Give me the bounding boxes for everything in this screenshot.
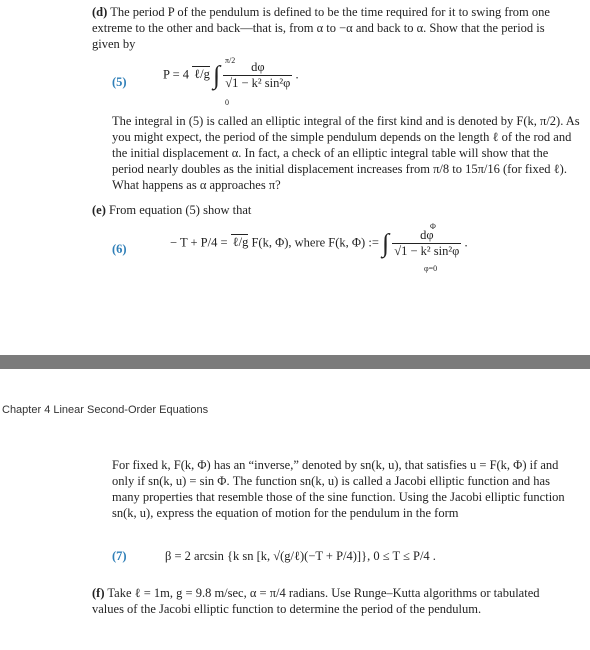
eq6-upper-limit: Φ bbox=[430, 222, 436, 231]
integral-sign-2: ∫ bbox=[382, 228, 390, 258]
item-f bbox=[92, 585, 572, 617]
eq5-lhs: P = 4 bbox=[163, 67, 190, 82]
item-f-label: (f) bbox=[92, 586, 105, 600]
chapter-header: Chapter 4 Linear Second-Order Equations bbox=[2, 404, 209, 416]
eq5-denominator: √1 − k² sin²φ bbox=[225, 76, 291, 90]
item-e-text: From equation (5) show that bbox=[109, 203, 252, 217]
eq6-numerator: dφ bbox=[392, 228, 461, 244]
eq6-lower-limit: φ=0 bbox=[424, 264, 438, 273]
item-e-label: (e) bbox=[92, 203, 106, 217]
item-f-text: Take ℓ = 1m, g = 9.8 m/sec, α = π/4 radians. Use Runge–Kutta algorithms or tabulated values of the Jacobi elliptic function to determine the period of the pendulum. bbox=[92, 586, 540, 616]
eq5-numerator: dφ bbox=[223, 60, 292, 76]
equation-6: − T + P/4 = ℓ/g F(k, Φ), where F(k, Φ) := ∫ $\frac{d\varphi}{\text{√1 − k² sin²φ}}$ . bbox=[170, 228, 468, 258]
item-e bbox=[92, 202, 572, 218]
eq6-fraction bbox=[392, 228, 461, 259]
integral-sign: ∫ bbox=[213, 60, 221, 90]
page-bottom bbox=[0, 369, 590, 650]
eq6-left: − T + P/4 = bbox=[170, 235, 228, 250]
eq6-denominator: √1 − k² sin²φ bbox=[394, 244, 460, 258]
page-separator bbox=[0, 355, 590, 369]
elliptic-paragraph: The integral in (5) is called an elliptic integral of the first kind and is denoted by F(k, π/2). As you might expect, the period of the simple pendulum depends on the length ℓ of the rod and the initial displacement α. In fact, a check of an elliptic integral table will show that the period nearly doubles as the initial displacement increases from π/8 to 15π/16 (for fixed ℓ). What happens as α approaches π? bbox=[112, 114, 580, 192]
eq7-number: (7) bbox=[112, 549, 127, 563]
item-d-text: The period P of the pendulum is defined to be the time required for it to swing from one extreme to the other and back—that is, from α to −α and back to α. Show that the period is given by bbox=[92, 5, 550, 51]
eq5-lower-limit: 0 bbox=[225, 98, 229, 107]
equation-7: β = 2 arcsin {k sn [k, √(g/ℓ)(−T + P/4)]}, 0 ≤ T ≤ P/4 . bbox=[165, 549, 436, 563]
jacobi-paragraph: For fixed k, F(k, Φ) has an “inverse,” denoted by sn(k, u), that satisfies u = F(k, Φ) if and only if sn(k, u) = sin Φ. The function sn(k, u) is called a Jacobi elliptic function and has many properties that resemble those of the sine function. Using the Jacobi elliptic function sn(k, u), express the equation of motion for the pendulum in the form bbox=[112, 458, 565, 520]
eq6-sqrt: ℓ/g bbox=[232, 235, 249, 250]
eq5-sqrt: ℓ/g bbox=[194, 67, 210, 82]
item-d bbox=[92, 4, 572, 52]
eq5-number: (5) bbox=[112, 75, 127, 89]
item-d-label: (d) bbox=[92, 5, 108, 19]
eq6-mid: F(k, Φ), where F(k, Φ) := bbox=[251, 235, 379, 250]
eq5-upper-limit: π/2 bbox=[225, 56, 236, 65]
eq6-number: (6) bbox=[112, 242, 127, 256]
equation-5: P = 4 ℓ/g ∫ π/2 0 $\frac{d\varphi}{\text{√1 − k² sin²φ}}$ . bbox=[163, 56, 299, 107]
